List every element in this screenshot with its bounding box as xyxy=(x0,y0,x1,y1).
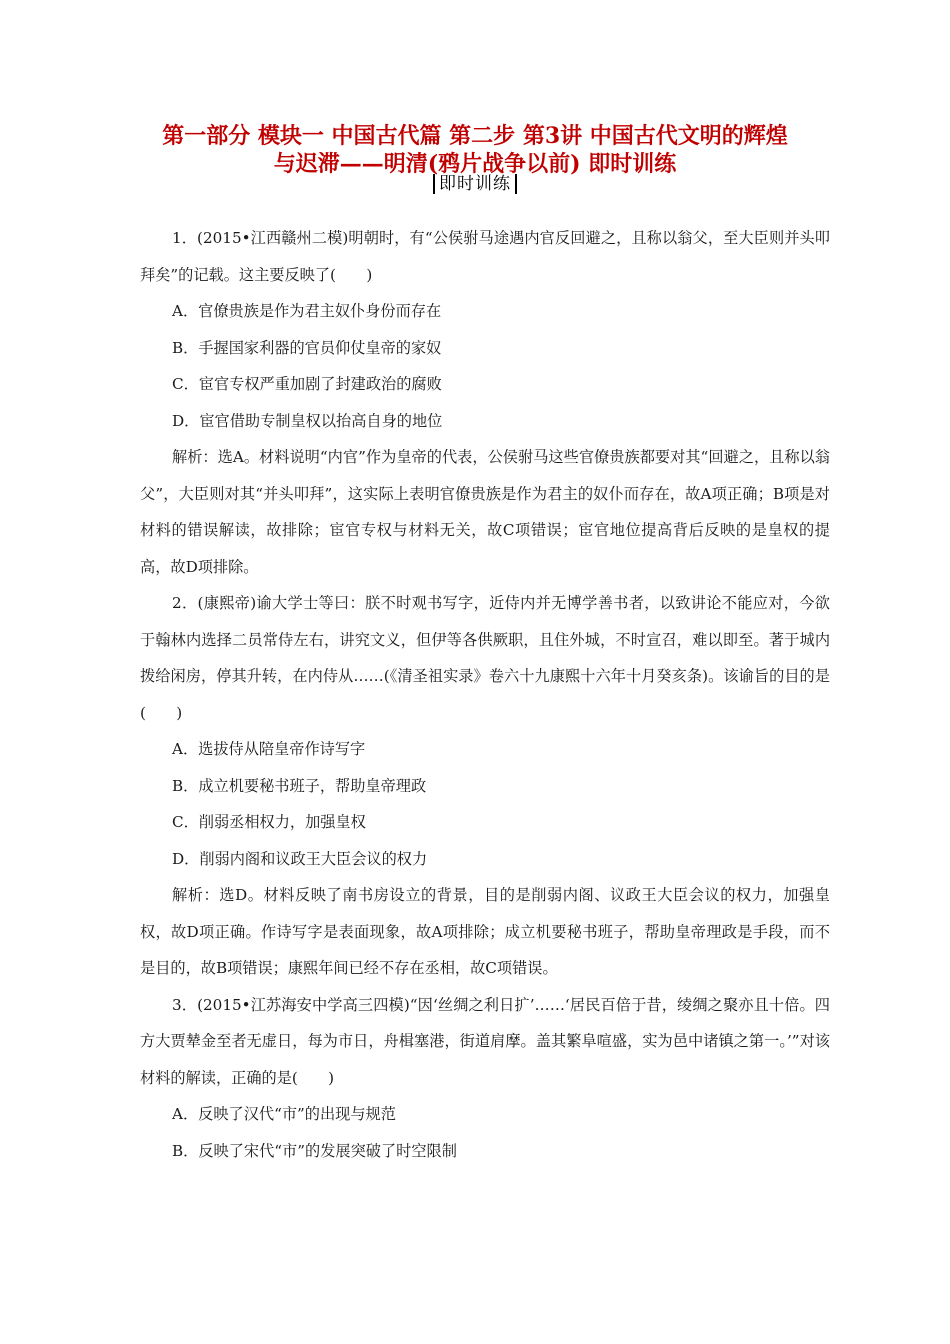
question-1 xyxy=(140,220,830,585)
document-body xyxy=(140,220,830,1169)
option-a: A．选拔侍从陪皇帝作诗写字 xyxy=(172,740,366,758)
question-3 xyxy=(140,987,830,1170)
option-d: D．削弱内阁和议政王大臣会议的权力 xyxy=(172,849,428,868)
page-title xyxy=(120,122,830,178)
option-c: C．削弱丞相权力，加强皇权 xyxy=(172,813,366,831)
option-b: B．反映了宋代“市”的发展突破了时空限制 xyxy=(172,1141,457,1160)
option-a: A．官僚贵族是作为君主奴仆身份而存在 xyxy=(172,302,442,320)
title-line-1: 第一部分 模块一 中国古代篇 第二步 第3讲 中国古代文明的辉煌 xyxy=(162,123,788,149)
question-stem: 1．(2015•江西赣州二模)明朝时，有“公侯驸马途遇内官反回避之，且称以翁父，至大臣则并头叩拜矣”的记载。这主要反映了( ) xyxy=(140,229,830,284)
question-stem: 3．(2015•江苏海安中学高三四模)“因‘丝绸之利日扩’……‘居民百倍于昔，绫绸之聚亦且十倍。四方大贾辇金至者无虚日，每为市日，舟楫塞港，街道肩摩。盖其繁阜喧盛，实为邑中诸镇之第一。’”对该材料的解读，正确的是( ) xyxy=(140,995,830,1087)
option-d: D．宦官借助专制皇权以抬高自身的地位 xyxy=(172,411,443,430)
question-2 xyxy=(140,585,830,987)
option-b: B．成立机要秘书班子，帮助皇帝理政 xyxy=(172,776,427,795)
section-badge-row xyxy=(0,174,950,194)
question-stem: 2．(康熙帝)谕大学士等曰：朕不时观书写字，近侍内并无博学善书者，以致讲论不能应对，今欲于翰林内选择二员常侍左右，讲究文义，但伊等各供厥职，且住外城，不时宣召，难以即至。著于城内拨给闲房，停其升转，在内侍从……(《清圣祖实录》卷六十九康熙十六年十月癸亥条)。该谕旨的目的是( ) xyxy=(140,594,830,722)
section-badge: 即时训练 xyxy=(433,174,517,194)
analysis: 解析：选D。材料反映了南书房设立的背景，目的是削弱内阁、议政王大臣会议的权力，加强皇权，故D项正确。作诗写字是表面现象，故A项排除；成立机要秘书班子，帮助皇帝理政是手段，而不是目的，故B项错误；康熙年间已经不存在丞相，故C项错误。 xyxy=(140,886,830,977)
title-line-2: 与迟滞——明清(鸦片战争以前) 即时训练 xyxy=(273,151,677,177)
analysis: 解析：选A。材料说明“内官”作为皇帝的代表，公侯驸马这些官僚贵族都要对其“回避之，且称以翁父”，大臣则对其“并头叩拜”，这实际上表明官僚贵族是作为君主的奴仆而存在，故A项正确；B项是对材料的错误解读，故排除；宦官专权与材料无关，故C项错误；宦官地位提高背后反映的是皇权的提高，故D项排除。 xyxy=(140,448,830,576)
option-b: B．手握国家利器的官员仰仗皇帝的家奴 xyxy=(172,338,442,357)
option-c: C．宦官专权严重加剧了封建政治的腐败 xyxy=(172,375,442,393)
option-a: A．反映了汉代“市”的出现与规范 xyxy=(172,1105,396,1123)
